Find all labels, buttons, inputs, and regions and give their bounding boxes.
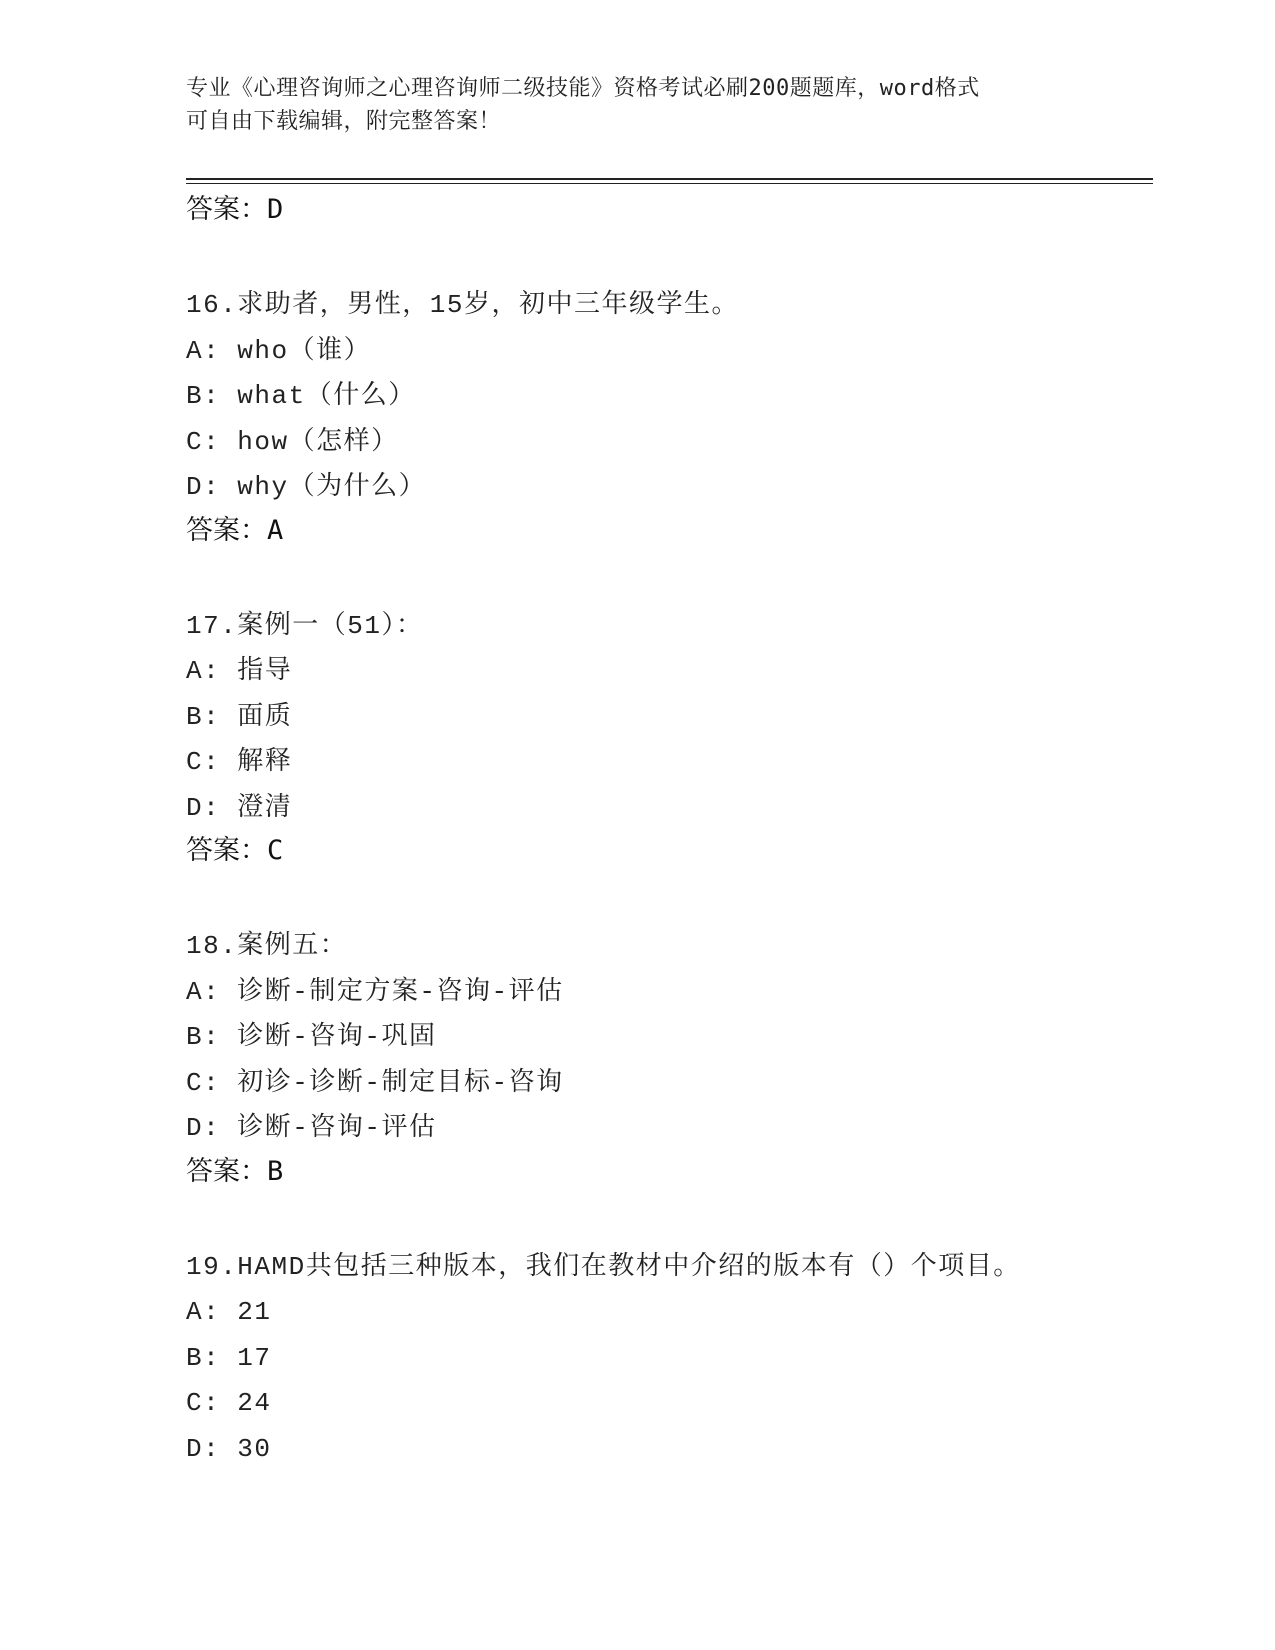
option-d: D: 30 <box>186 1433 272 1464</box>
question-stem: 17.案例一（51）： <box>186 610 424 641</box>
question-16 <box>186 283 1146 551</box>
option-d: D: why（为什么） <box>186 472 427 502</box>
question-stem: 16.求助者，男性，15岁，初中三年级学生。 <box>186 290 740 320</box>
question-answer: 答案：B <box>186 1155 284 1187</box>
header-divider-thin <box>186 183 1153 184</box>
option-c: C: how（怎样） <box>186 426 399 457</box>
option-b: B: 面质 <box>186 701 293 732</box>
previous-answer: 答案：D <box>186 194 284 225</box>
question-answer: 答案：C <box>186 835 284 866</box>
option-a: A: 诊断-制定方案-咨询-评估 <box>186 976 564 1007</box>
option-a: A: 指导 <box>186 656 293 686</box>
option-c: C: 初诊-诊断-制定目标-咨询 <box>186 1067 564 1098</box>
option-a: A: 21 <box>186 1297 272 1327</box>
option-d: D: 澄清 <box>186 792 293 823</box>
question-stem: 18.案例五： <box>186 931 348 961</box>
header-divider-thick <box>186 178 1153 180</box>
question-stem: 19.HAMD共包括三种版本，我们在教材中介绍的版本有（）个项目。 <box>186 1251 1021 1282</box>
question-list <box>186 190 1146 1472</box>
option-c: C: 24 <box>186 1388 272 1418</box>
header-line-2: 可自由下载编辑，附完整答案！ <box>186 109 502 134</box>
question-19 <box>186 1245 1146 1473</box>
option-b: B: 诊断-咨询-巩固 <box>186 1022 437 1052</box>
question-18 <box>186 924 1146 1192</box>
option-d: D: 诊断-咨询-评估 <box>186 1113 437 1143</box>
question-answer: 答案：A <box>186 514 284 546</box>
option-b: B: 17 <box>186 1342 272 1373</box>
header-line-1: 专业《心理咨询师之心理咨询师二级技能》资格考试必刷200题题库，word格式 <box>186 76 980 101</box>
option-c: C: 解释 <box>186 747 293 777</box>
option-b: B: what（什么） <box>186 381 416 411</box>
question-17 <box>186 604 1146 872</box>
document-header <box>186 72 1086 138</box>
option-a: A: who（谁） <box>186 335 372 366</box>
